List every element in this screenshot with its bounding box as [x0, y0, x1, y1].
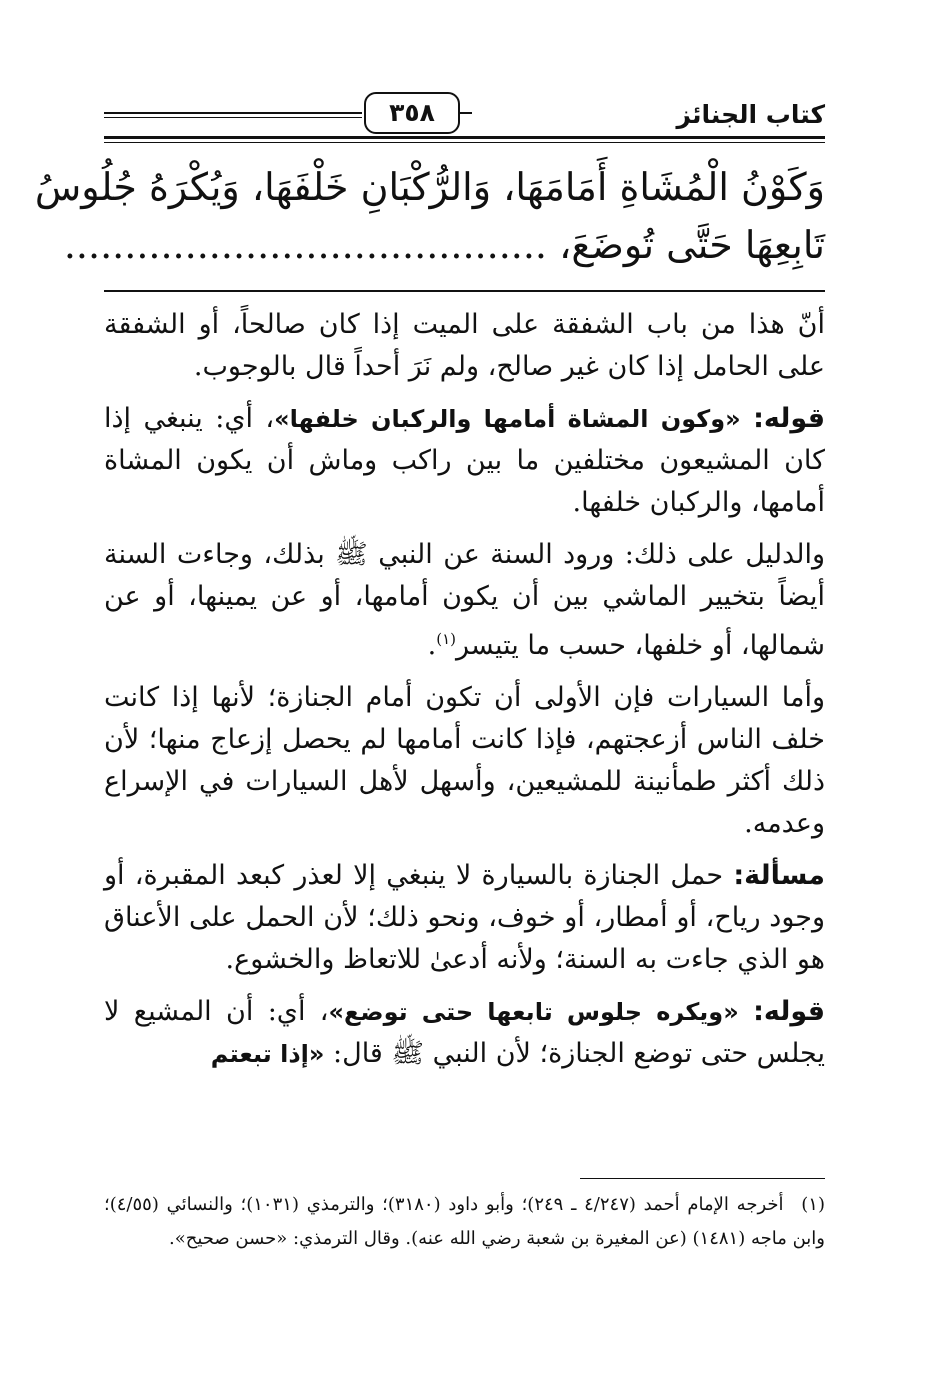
header-rule [104, 112, 362, 114]
paragraph-label: قوله: [753, 996, 825, 1027]
header-divider [104, 142, 825, 143]
footnote-text: أخرجه الإمام أحمد (٤/٢٤٧ ـ ٢٤٩)؛ وأبو داود (٣١٨٠)؛ والترمذي (١٠٣١)؛ والنسائي (٤/٥٥)؛ وابن ماجه (١٤٨١) (عن المغيرة بن شعبة رضي الله عنه). وقال الترمذي: «حسن صحيح». [104, 1194, 825, 1249]
header-divider [104, 136, 825, 139]
matn-line: تَابِعِهَا حَتَّى تُوضَعَ، ........................................ [63, 223, 825, 267]
quoted-text: «إذا تبعتم [210, 1040, 325, 1068]
paragraph-label: قوله: [753, 403, 825, 434]
running-title: كتاب الجنائز [676, 100, 825, 129]
quoted-text: «ويكره جلوس تابعها حتى توضع» [328, 998, 739, 1026]
page-header [104, 92, 825, 150]
paragraph: وأما السيارات فإن الأولى أن تكون أمام الجنازة؛ لأنها إذا كانت خلف الناس أزعجتهم، فإذا كانت أمامها لم يحصل إزعاج منها؛ لأن ذلك أكثر طمأنينة للمشيعين، وأسهل لأهل السيارات في الإسراع وعدمه. [104, 682, 825, 839]
matn-text [34, 158, 825, 274]
page-number: ٣٥٨ [364, 92, 460, 134]
paragraph-text: حمل الجنازة بالسيارة لا ينبغي إلا لعذر كبعد المقبرة، أو وجود رياح، أو أمطار، أو خوف، ونحو ذلك؛ لأن الحمل على الأعناق هو الذي جاءت به السنة؛ ولأنه أدعىٰ للاتعاظ والخشوع. [104, 860, 825, 975]
footnote-rule [580, 1178, 825, 1179]
matn-line: وَكَوْنُ الْمُشَاةِ أَمَامَهَا، وَالرُّكْبَانِ خَلْفَهَا، وَيُكْرَهُ جُلُوسُ [34, 165, 825, 209]
paragraph-text: ، أي: أن المشيع لا يجلس حتى توضع الجنازة؛ لأن النبي ﷺ قال: [104, 996, 825, 1069]
section-divider [104, 290, 825, 292]
paragraph-text: . [427, 630, 437, 661]
footnote [104, 1188, 825, 1256]
paragraph [104, 534, 825, 667]
quoted-text: «وكون المشاة أمامها والركبان خلفها» [274, 405, 741, 433]
paragraph [104, 855, 825, 981]
paragraph-text: والدليل على ذلك: ورود السنة عن النبي ﷺ بذلك، وجاءت السنة أيضاً بتخيير الماشي بين أن يكون أمامها، أو عن يمينها، أو عن شمالها، أو خلفها، حسب ما يتيسر [104, 539, 825, 661]
footnote-reference: (١) [436, 630, 457, 648]
header-rule [104, 117, 362, 118]
header-rule [460, 112, 472, 114]
commentary [104, 304, 825, 1085]
paragraph-text: ، أي: ينبغي إذا كان المشيعون مختلفين ما بين راكب وماش أن يكون المشاة أمامها، والركبان خلفها. [104, 403, 825, 518]
paragraph [104, 991, 825, 1075]
paragraph: أنّ هذا من باب الشفقة على الميت إذا كان صالحاً، أو الشفقة على الحامل إذا كان غير صالح، ولم نَرَ أحداً قال بالوجوب. [104, 309, 825, 382]
paragraph [104, 398, 825, 524]
paragraph-label: مسألة: [733, 860, 825, 891]
footnote-number: (١) [801, 1194, 825, 1215]
